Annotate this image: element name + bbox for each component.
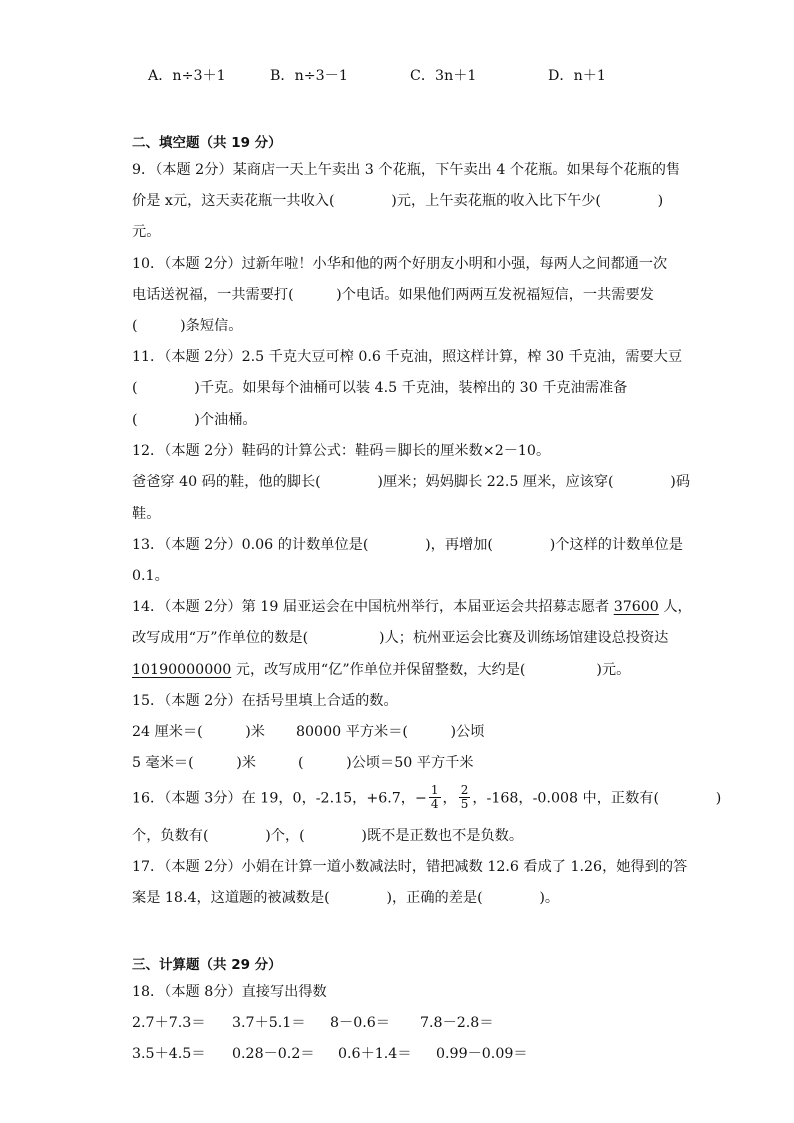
q14-line-1-text: 14．（本题 2分）第 19 届亚运会在中国杭州举行，本届亚运会共招募志愿者 [132,599,614,615]
calc-item: 3.5＋4.5＝ [132,1046,206,1062]
q16-fraction-2 [459,784,471,811]
q14-line-2: 改写成用“万”作单位的数是( )人；杭州亚运会比赛及训练场馆建设总投资达 [132,630,669,646]
fraction-denominator: 5 [460,797,469,811]
fraction-denominator: 4 [430,797,439,811]
q16-text-b: ，-168，-0.008 中，正数有( ) [472,790,722,807]
section-title-calculation: 三、计算题（共 29 分） [132,957,282,973]
fraction-numerator: 2 [460,783,469,797]
q15-line-1: 15．（本题 2分）在括号里填上合适的数。 [132,693,398,709]
fraction-numerator: 1 [430,783,439,797]
q12-line-2: 爸爸穿 40 码的鞋，他的脚长( )厘米；妈妈脚长 22.5 厘米，应该穿( )码 [132,474,691,490]
calc-item: 0.28－0.2＝ [232,1046,315,1062]
option-a: A．n÷3＋1 [148,68,226,84]
q16-text-a: 16．（本题 3分）在 19，0，-2.15，+6.7， [132,790,415,807]
q9-line-3: 元。 [132,224,161,240]
q14-line-3-text: 元，改写成用“亿”作单位并保留整数，大约是( )元。 [231,662,631,678]
q9-line-1: 9．（本题 2分）某商店一天上午卖出 3 个花瓶，下午卖出 4 个花瓶。如果每个花瓶的售 [132,162,681,178]
calc-item: 3.7＋5.1＝ [232,1015,306,1031]
q12-line-1: 12．（本题 2分）鞋码的计算公式：鞋码＝脚长的厘米数×2－10。 [132,443,551,459]
q14-line-3 [132,660,630,680]
q14-line-1-end: 人， [658,599,692,615]
q17-line-1: 17．（本题 2分）小娟在计算一道小数减法时，错把减数 12.6 看成了 1.26，她得到的答 [132,859,688,875]
calc-item: 2.7＋7.3＝ [132,1015,206,1031]
q16-line-1 [132,785,721,812]
calc-item: 0.99－0.09＝ [436,1046,528,1062]
q13-line-1: 13．（本题 2分）0.06 的计数单位是( )，再增加( )个这样的计数单位是 [132,537,683,553]
q9-line-2: 价是 x元，这天卖花瓶一共收入( )元，上午卖花瓶的收入比下午少( ) [132,193,664,209]
q11-line-1: 11．（本题 2分）2.5 千克大豆可榨 0.6 千克油，照这样计算，榨 30 千克油，需要大豆 [132,349,683,365]
q16-minus-sign: − [414,790,427,807]
q15-item-2: 80000 平方米＝( )公顷 [296,724,485,740]
q14-line-1 [132,597,692,617]
q14-volunteer-count: 37600 [613,599,659,615]
option-c: C．3n＋1 [410,68,477,84]
q11-line-3: ( )个油桶。 [132,412,257,428]
q15-item-3: 5 毫米＝( )米 [132,755,256,771]
q18-stem: 18．（本题 8分）直接写出得数 [132,984,327,1000]
q10-line-1: 10．（本题 2分）过新年啦！小华和他的两个好朋友小明和小强，每两人之间都通一次 [132,256,668,272]
q13-line-2: 0.1。 [132,568,169,584]
q16-fraction-1 [429,784,441,811]
q17-line-2: 案是 18.4，这道题的被减数是( )，正确的差是( )。 [132,890,560,906]
option-b: B．n÷3－1 [270,68,348,84]
calc-item: 7.8－2.8＝ [420,1015,494,1031]
calc-item: 8－0.6＝ [330,1015,390,1031]
q10-line-2: 电话送祝福，一共需要打( )个电话。如果他们两两互发祝福短信，一共需要发 [132,287,654,303]
q12-line-3: 鞋。 [132,506,161,522]
q11-line-2: ( )千克。如果每个油桶可以装 4.5 千克油，装榨出的 30 千克油需准备 [132,380,628,396]
section-title-fill-in: 二、填空题（共 19 分） [132,135,282,151]
q15-item-4: ( )公顷＝50 平方千米 [298,755,474,771]
calc-item: 0.6＋1.4＝ [338,1046,412,1062]
q10-line-3: ( )条短信。 [132,318,243,334]
q14-investment-amount: 10190000000 [132,662,232,678]
option-d: D．n＋1 [548,68,606,84]
q16-comma: ， [442,790,457,807]
q15-item-1: 24 厘米＝( )米 [132,724,265,740]
q16-line-2: 个，负数有( )个，( )既不是正数也不是负数。 [132,828,524,844]
